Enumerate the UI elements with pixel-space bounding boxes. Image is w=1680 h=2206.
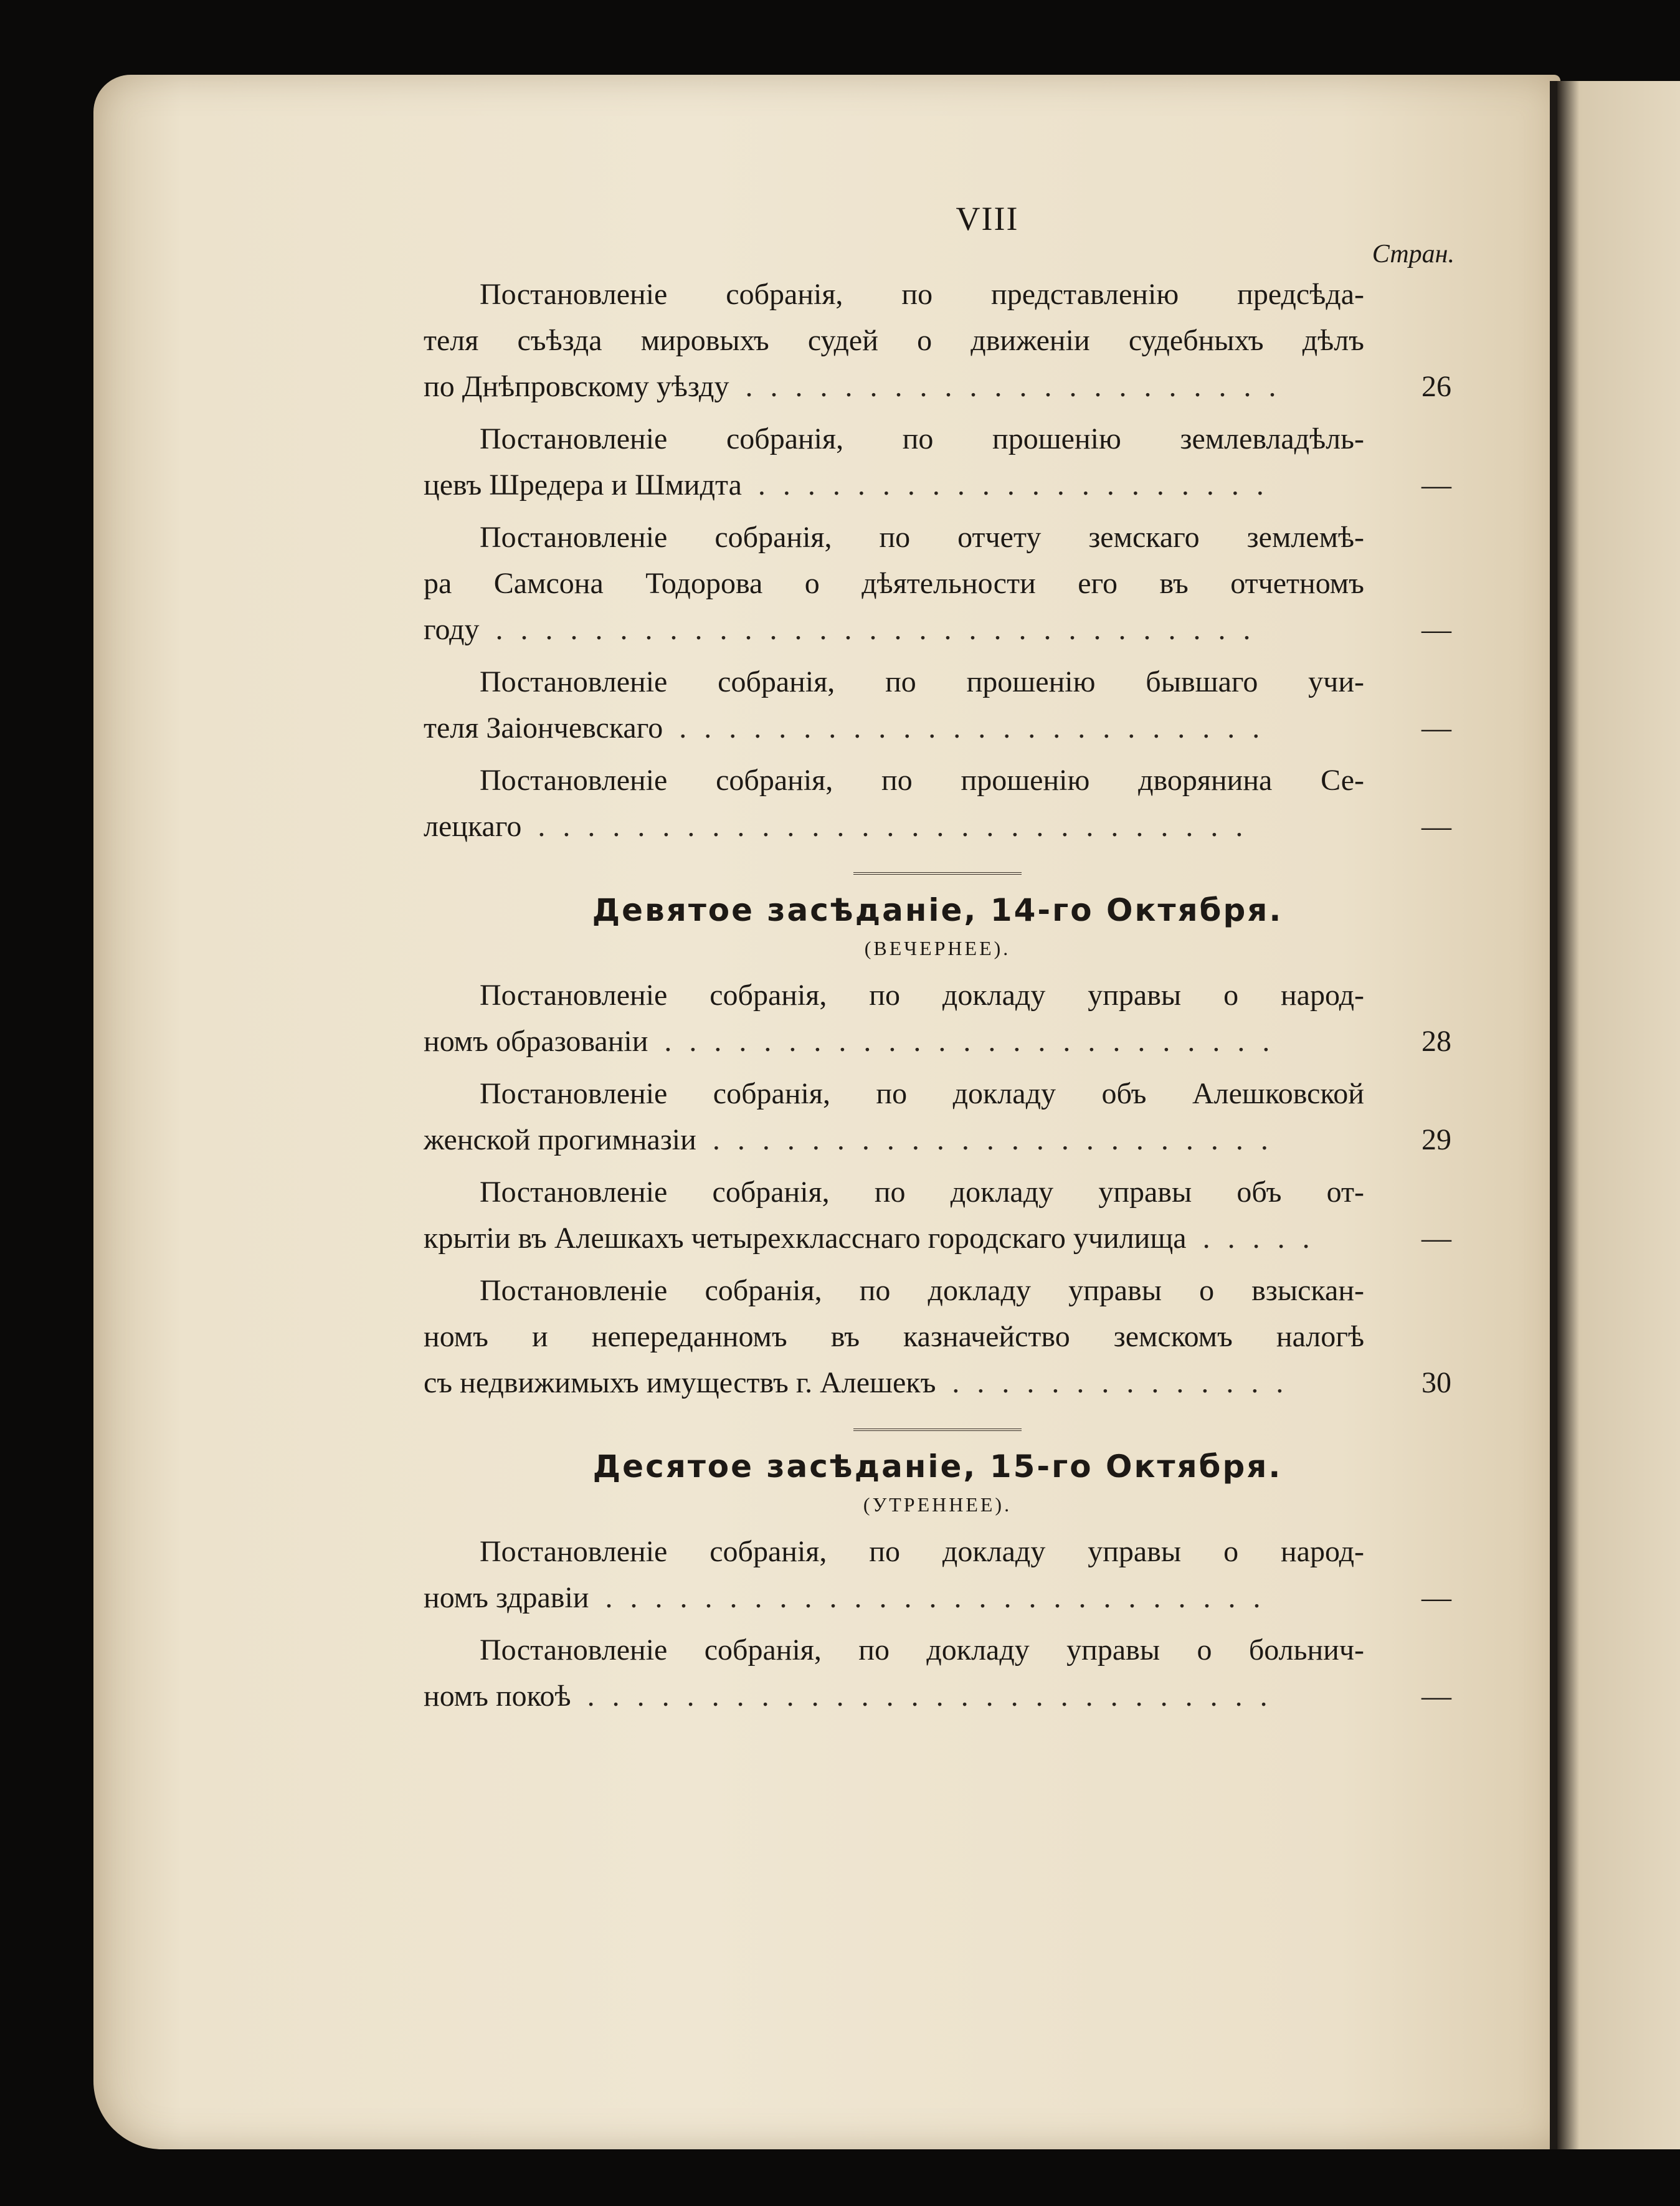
toc-entry [424,1071,1451,1163]
dot-leader: ............................. [538,810,1261,843]
dot-leader: ..... [1202,1222,1327,1255]
toc-entry [424,659,1451,751]
dot-leader: ....................... [712,1123,1286,1156]
session-heading: Десятое засѣданіе, 15-го Октября. [592,1448,1283,1485]
toc-page-number: — [1421,613,1451,646]
toc-entry-text: теля Заіончевскаго [424,711,663,744]
dot-leader: ............................... [495,613,1268,646]
toc-page-number: — [1421,1581,1451,1614]
toc-entry-line: Постановленіе собранія, по докладу управы о взыскан- [480,1274,1364,1307]
toc-entry [424,1627,1451,1719]
dot-leader: ............................ [587,1680,1285,1713]
toc-entry-text: цевъ Шредера и Шмидта [424,468,742,502]
toc-entry-last-line [424,1215,1451,1262]
toc-entry-line: Постановленіе собранія, по докладу управы о народ- [480,1535,1364,1568]
toc-entry [424,416,1451,508]
toc-entry-last-line [424,1019,1451,1065]
toc-page-number: — [1421,468,1451,502]
entries-group-middle [424,972,1451,1406]
toc-entry-last-line [424,607,1451,653]
dot-leader: ..................... [757,468,1281,502]
toc-entry-line: Постановленіе собранія, по докладу объ Алешковской [480,1077,1364,1110]
toc-entry-last-line [424,1360,1451,1406]
toc-page-number: 26 [1421,370,1451,403]
dot-leader: ......................... [664,1025,1288,1058]
entries-group-top [424,272,1451,850]
toc-entry-text: женской прогимназіи [424,1123,696,1156]
toc-page-number: 28 [1421,1025,1451,1058]
toc-entry [424,1268,1451,1406]
toc-entry-line: Постановленіе собранія, по докладу управы о больнич- [480,1633,1364,1666]
toc-entry-text: съ недвижимыхъ имуществъ г. Алешекъ [424,1366,936,1399]
toc-entry [424,1529,1451,1621]
dot-leader: ........................... [605,1581,1278,1614]
toc-entry-line: Постановленіе собранія, по прошенію дворянина Се- [480,764,1364,797]
dot-leader: ...................... [745,370,1294,403]
facing-page-edge [1557,81,1680,2149]
page-column-header: Стран. [1372,240,1455,269]
toc-entry-line: Постановленіе собранія, по отчету земскаго землемѣ- [480,521,1364,554]
toc-entry-line: теля съѣзда мировыхъ судей о движеніи судебныхъ дѣлъ [424,324,1364,357]
entries-group-bottom [424,1529,1451,1719]
toc-entry-text: году [424,613,480,646]
toc-entry-line: Постановленіе собранія, по прошенію бывшаго учи- [480,665,1364,698]
toc-entry [424,515,1451,653]
toc-entry [424,972,1451,1065]
page-content [424,199,1455,1726]
toc-entry-line: номъ и непереданномъ въ казначейство земскомъ налогѣ [424,1320,1364,1353]
toc-entry-line: ра Самсона Тодорова о дѣятельности его въ отчетномъ [424,567,1364,600]
session-subtitle: (УТРЕННЕЕ). [863,1493,1012,1516]
session-heading: Девятое засѣданіе, 14-го Октября. [592,892,1283,928]
toc-page-number: — [1421,1222,1451,1255]
toc-entry-last-line [424,804,1451,850]
toc-entry [424,272,1451,410]
toc-entry-last-line [424,1575,1451,1621]
dot-leader: .............. [952,1366,1301,1399]
toc-entry-last-line [424,705,1451,751]
toc-entry-last-line [424,1117,1451,1163]
toc-page-number: — [1421,1680,1451,1713]
toc-entry-last-line [424,1673,1451,1719]
toc-entry [424,1169,1451,1262]
toc-entry-last-line [424,462,1451,508]
dot-leader: ........................ [679,711,1278,744]
toc-entry-text: лецкаго [424,810,522,843]
toc-entry-last-line [424,364,1451,410]
toc-entry-line: Постановленіе собранія, по представленію предсѣда- [480,278,1364,311]
toc-entry-line: Постановленіе собранія, по прошенію землевладѣль- [480,422,1364,455]
toc-entry-line: Постановленіе собранія, по докладу управы о народ- [480,979,1364,1012]
toc-entry-text: номъ образованіи [424,1025,648,1058]
section-divider [853,872,1022,877]
toc-entry-text: номъ здравіи [424,1581,589,1614]
toc-page-number: — [1421,711,1451,744]
toc-entry-line: Постановленіе собранія, по докладу управы объ от- [480,1176,1364,1209]
section-divider [853,1429,1022,1433]
toc-page-number: 29 [1421,1123,1451,1156]
toc-entry-text: по Днѣпровскому уѣзду [424,370,729,403]
toc-page-number: 30 [1421,1366,1451,1399]
toc-entry-text: номъ покоѣ [424,1680,571,1713]
session-subtitle: (ВЕЧЕРНЕЕ). [864,937,1011,959]
toc-entry-text: крытіи въ Алешкахъ четырехкласснаго городскаго училища [424,1222,1187,1255]
page-number: VIII [956,200,1019,237]
toc-page-number: — [1421,810,1451,843]
toc-entry [424,758,1451,850]
